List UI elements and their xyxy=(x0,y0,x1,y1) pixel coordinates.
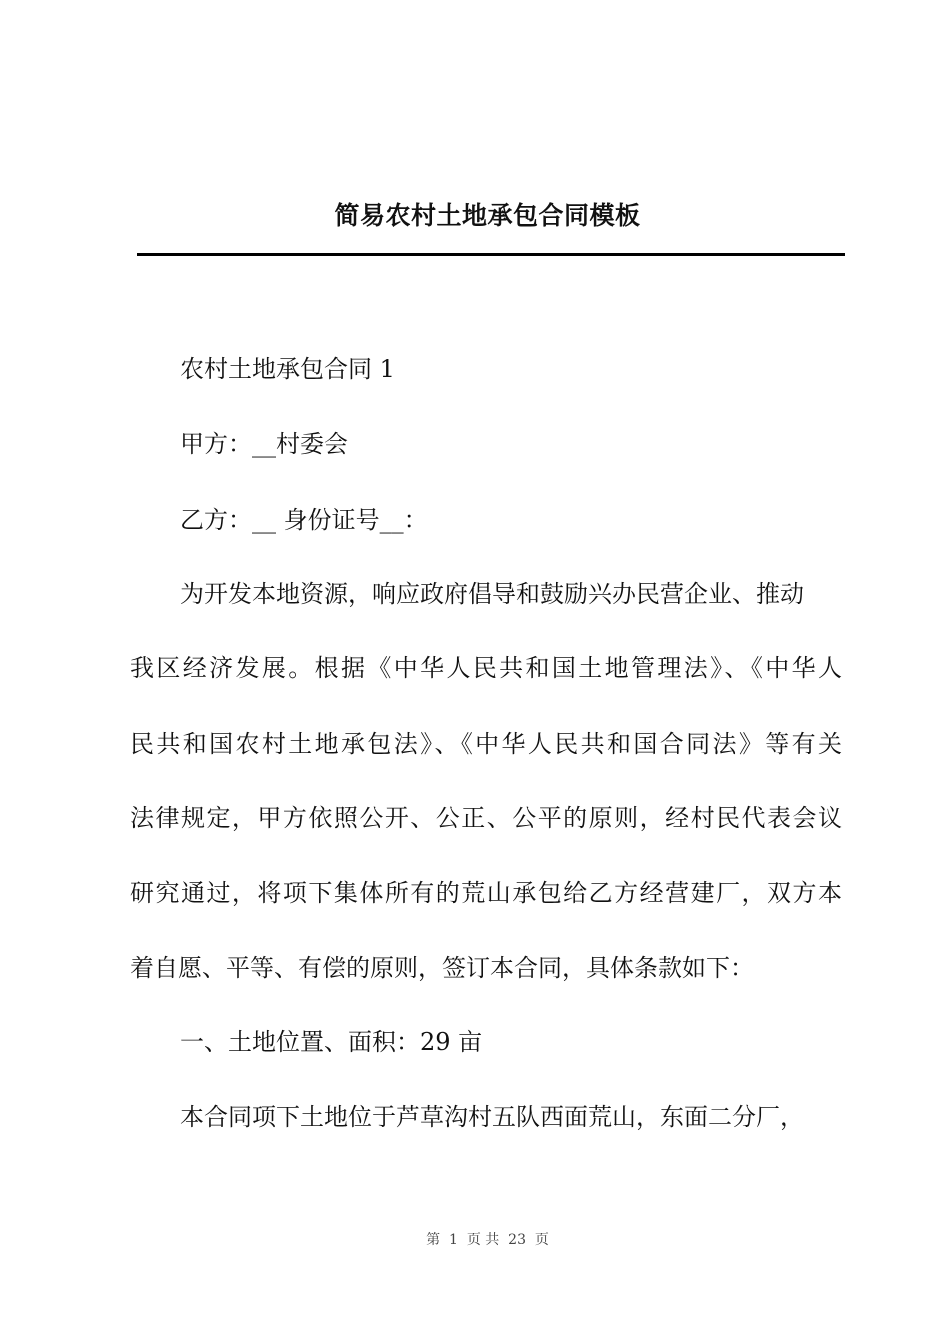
paragraph-line: 我区经济发展。根据《中华人民共和国土地管理法》、《中华人 xyxy=(130,654,842,682)
page-number-footer: 第 1 页 共 23 页 xyxy=(426,1232,549,1248)
party-b-line: 乙方：__ 身份证号__： xyxy=(180,506,428,534)
paragraph-line: 研究通过，将项下集体所有的荒山承包给乙方经营建厂，双方本 xyxy=(130,879,842,907)
section-heading: 一、土地位置、面积：29 亩 xyxy=(180,1028,483,1056)
paragraph-line: 本合同项下土地位于芦草沟村五队西面荒山，东面二分厂， xyxy=(180,1103,804,1131)
paragraph-line: 为开发本地资源，响应政府倡导和鼓励兴办民营企业、推动 xyxy=(180,580,804,608)
paragraph-line: 法律规定，甲方依照公开、公正、公平的原则，经村民代表会议 xyxy=(130,804,842,832)
party-a-line: 甲方：__村委会 xyxy=(180,430,348,458)
paragraph-line: 民共和国农村土地承包法》、《中华人民共和国合同法》等有关 xyxy=(130,730,842,758)
document-title: 简易农村土地承包合同模板 xyxy=(334,201,641,230)
paragraph-line: 着自愿、平等、有偿的原则，签订本合同，具体条款如下： xyxy=(130,954,754,982)
title-underline xyxy=(137,253,845,256)
contract-heading: 农村土地承包合同 1 xyxy=(180,355,395,383)
